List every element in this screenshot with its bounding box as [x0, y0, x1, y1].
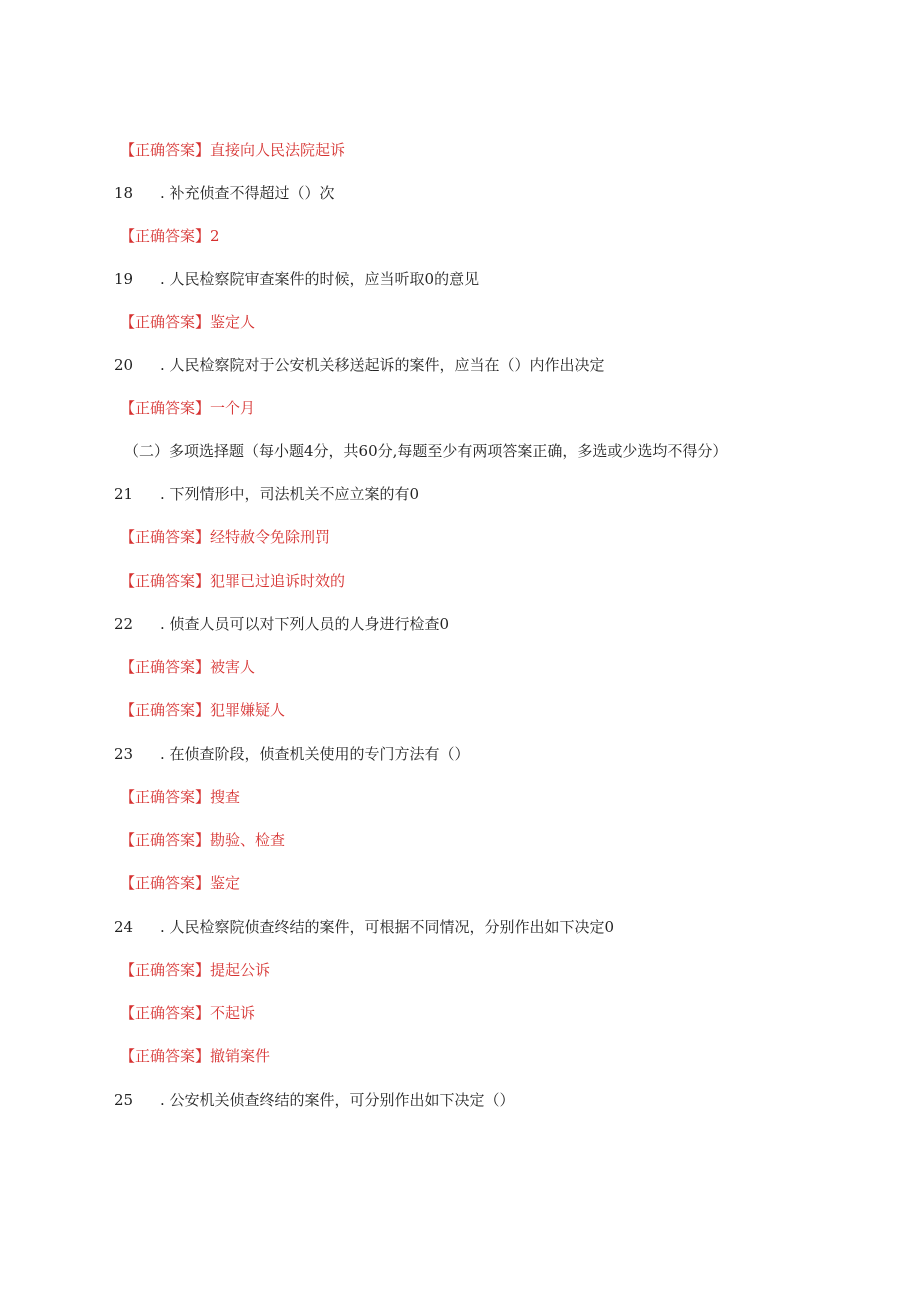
question-line [114, 917, 614, 937]
answer-text: 犯罪已过追诉时效的 [210, 572, 346, 590]
question-line [114, 744, 470, 764]
answer-label: 【正确答案】 [120, 141, 211, 159]
answer-label: 【正确答案】 [120, 399, 211, 417]
question-text: . 公安机关侦查终结的案件，可分别作出如下决定（） [160, 1091, 515, 1109]
answer-text: 鉴定 [210, 874, 241, 892]
answer-label: 【正确答案】 [120, 313, 211, 331]
answer-text: 犯罪嫌疑人 [210, 701, 286, 719]
question-line [114, 1090, 515, 1110]
section-heading: （二）多项选择题（每小题4分，共60分,每题至少有两项答案正确，多选或少选均不得分） [124, 442, 728, 460]
answer-text: 被害人 [210, 658, 256, 676]
question-text: . 侦查人员可以对下列人员的人身进行检查0 [160, 615, 450, 633]
question-number: 20 [114, 356, 134, 374]
answer-text: 经特赦令免除刑罚 [210, 528, 331, 546]
answer-label: 【正确答案】 [120, 528, 211, 546]
question-line [114, 269, 479, 289]
answer-text: 2 [210, 227, 220, 245]
question-line [114, 183, 335, 203]
question-number: 19 [114, 270, 134, 288]
answer-text: 一个月 [210, 399, 256, 417]
answer-label: 【正确答案】 [120, 572, 211, 590]
question-number: 22 [114, 615, 134, 633]
answer-line [120, 830, 285, 850]
answer-line [120, 873, 240, 893]
answer-line [120, 140, 345, 160]
question-text: . 在侦查阶段，侦查机关使用的专门方法有（） [160, 745, 470, 763]
question-line [114, 355, 605, 375]
answer-label: 【正确答案】 [120, 961, 211, 979]
answer-text: 不起诉 [210, 1004, 256, 1022]
answer-line [120, 1046, 270, 1066]
question-text: . 补充侦查不得超过（）次 [160, 184, 335, 202]
answer-line [120, 398, 255, 418]
question-number: 18 [114, 184, 134, 202]
answer-label: 【正确答案】 [120, 658, 211, 676]
answer-line [120, 960, 270, 980]
answer-line [120, 657, 255, 677]
question-line [114, 484, 419, 504]
answer-text: 鉴定人 [210, 313, 256, 331]
answer-label: 【正确答案】 [120, 1004, 211, 1022]
question-text: . 人民检察院侦查终结的案件，可根据不同情况，分别作出如下决定0 [160, 918, 615, 936]
answer-line [120, 1003, 255, 1023]
answer-line [120, 571, 345, 591]
answer-label: 【正确答案】 [120, 1047, 211, 1065]
answer-label: 【正确答案】 [120, 831, 211, 849]
answer-text: 直接向人民法院起诉 [210, 141, 346, 159]
question-number: 23 [114, 745, 134, 763]
answer-line [120, 527, 330, 547]
answer-label: 【正确答案】 [120, 701, 211, 719]
question-line [114, 614, 449, 634]
answer-line [120, 787, 240, 807]
answer-line [120, 226, 220, 246]
answer-label: 【正确答案】 [120, 227, 211, 245]
answer-line [120, 312, 255, 332]
question-text: . 人民检察院对于公安机关移送起诉的案件，应当在（）内作出决定 [160, 356, 605, 374]
question-text: . 下列情形中，司法机关不应立案的有0 [160, 485, 420, 503]
answer-text: 勘验、检查 [210, 831, 286, 849]
question-number: 25 [114, 1091, 134, 1109]
question-text: . 人民检察院审查案件的时候，应当听取0的意见 [160, 270, 480, 288]
answer-label: 【正确答案】 [120, 788, 211, 806]
answer-text: 提起公诉 [210, 961, 271, 979]
answer-text: 撤销案件 [210, 1047, 271, 1065]
answer-label: 【正确答案】 [120, 874, 211, 892]
question-number: 21 [114, 485, 134, 503]
answer-text: 搜查 [210, 788, 241, 806]
answer-line [120, 700, 285, 720]
question-number: 24 [114, 918, 134, 936]
